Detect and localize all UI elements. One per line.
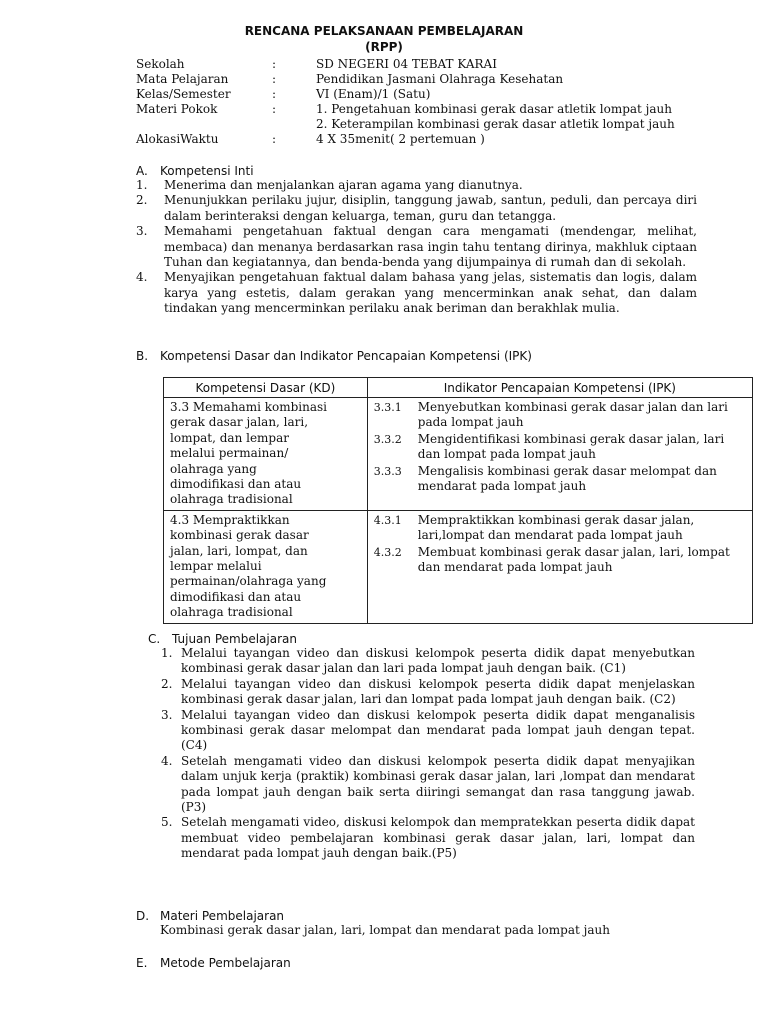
ipk-item: 4.3.1 Mempraktikkan kombinasi gerak dasar jalan, lari,lompat dan mendarat pada lompat jauh (373, 512, 695, 543)
info-label: Materi Pokok (136, 102, 218, 116)
section-c-heading (148, 631, 297, 647)
info-row-materi-2 (136, 116, 756, 132)
info-row-kelas (136, 86, 756, 102)
list-item: 3. Melalui tayangan video dan diskusi kelompok peserta didik dapat menganalisis kombinasi gerak dasar melompat dan mendarat pada lompat jauh dengan tepat. (C4) (161, 707, 695, 753)
list-item: 4. Menyajikan pengetahuan faktual dalam bahasa yang jelas, sistematis dan logis, dalam karya yang estetis, dalam gerakan yang mencerminkan anak sehat, dan dalam tindakan yang mencerminkan perilaku anak beriman dan berakhlak mulia. (136, 270, 697, 316)
section-letter: D. (136, 909, 150, 923)
list-item: 1. Melalui tayangan video dan diskusi kelompok peserta didik dapat menyebutkan kombinasi gerak dasar jalan dan lari pada lompat jauh dengan baik. (C1) (161, 646, 695, 676)
list-item: 2. Menunjukkan perilaku jujur, disiplin, tanggung jawab, santun, peduli, dan percaya diri dalam berinteraksi dengan keluarga, teman, guru dan tetangga. (136, 193, 697, 223)
document-subtitle: (RPP) (365, 40, 403, 54)
ipk-item: 3.3.1 Menyebutkan kombinasi gerak dasar jalan dan lari pada lompat jauh (373, 400, 728, 430)
section-title: Metode Pembelajaran (160, 956, 291, 970)
ipk-item: 3.3.2 Mengidentifikasi kombinasi gerak dasar jalan, lari dan lompat pada lompat jauh (373, 431, 725, 462)
info-sep: : (272, 102, 277, 116)
list-item: 2. Melalui tayangan video dan diskusi kelompok peserta didik dapat menjelaskan kombinasi gerak dasar jalan, lari dan lompat pada lompat jauh dengan baik. (C2) (161, 676, 695, 707)
info-value: 2. Keterampilan kombinasi gerak dasar atletik lompat jauh (316, 117, 675, 131)
info-sep: : (272, 87, 277, 101)
list-item: 5. Setelah mengamati video, diskusi kelompok dan mempratekkan peserta didik dapat membuat video pembelajaran kombinasi gerak dasar jalan, lari, lompat dan mendarat pada lompat jauh dengan baik.(P5) (161, 815, 695, 861)
info-value: SD NEGERI 04 TEBAT KARAI (316, 57, 497, 71)
info-sep: : (272, 57, 277, 71)
info-row-alokasi (136, 131, 756, 147)
section-letter: B. (136, 349, 149, 363)
info-label: Sekolah (136, 57, 185, 71)
section-b-heading (136, 348, 532, 364)
ipk-cell (367, 510, 752, 623)
info-value: Pendidikan Jasmani Olahraga Kesehatan (316, 72, 564, 86)
info-label: Mata Pelajaran (136, 72, 229, 86)
tujuan-list (161, 646, 695, 862)
section-letter: A. (136, 164, 148, 178)
section-letter: C. (148, 632, 161, 646)
info-sep: : (272, 132, 277, 146)
table-row (164, 510, 753, 623)
info-row-mapel (136, 71, 756, 87)
section-title: Kompetensi Inti (160, 164, 254, 178)
section-title: Tujuan Pembelajaran (172, 632, 297, 646)
section-d-heading (136, 908, 284, 924)
list-item: 3. Memahami pengetahuan faktual dengan cara mengamati (mendengar, melihat, membaca) dan menanya berdasarkan rasa ingin tahu tentang dirinya, makhluk ciptaan Tuhan dan kegiatannya, dan benda-benda yang dijumpainya di rumah dan di sekolah. (136, 224, 697, 270)
info-label: AlokasiWaktu (136, 132, 219, 146)
ipk-item: 4.3.2 Membuat kombinasi gerak dasar jalan, lari, lompat dan mendarat pada lompat jauh (373, 544, 730, 575)
section-title: Materi Pembelajaran (160, 909, 285, 923)
list-item: 4. Setelah mengamati video dan diskusi kelompok peserta didik dapat menyajikan dalam unjuk kerja (praktik) kombinasi gerak dasar jalan, lari ,lompat dan mendarat pada lompat jauh dengan baik serta diiringi semangat dan rasa tanggung jawab.(P3) (161, 753, 695, 815)
table-row (164, 398, 753, 511)
section-a-heading (136, 163, 254, 179)
list-item: 1. Menerima dan menjalankan ajaran agama yang dianutnya. (136, 178, 523, 192)
kd-cell: 4.3 Mempraktikkan kombinasi gerak dasar jalan, lari, lompat, dan lempar melalui permainan/olahraga yang dimodifikasi dan atau olahraga tradisional (164, 510, 368, 623)
info-row-materi (136, 101, 756, 117)
kd-ipk-table (163, 377, 753, 624)
table-header-ipk: Indikator Pencapaian Kompetensi (IPK) (367, 378, 752, 398)
section-letter: E. (136, 956, 148, 970)
document-title: RENCANA PELAKSANAAN PEMBELAJARAN (244, 24, 524, 38)
info-sep: : (272, 72, 277, 86)
kompetensi-inti-list (136, 178, 697, 317)
materi-text: Kombinasi gerak dasar jalan, lari, lompat dan mendarat pada lompat jauh (160, 923, 610, 937)
table-header-kd: Kompetensi Dasar (KD) (164, 378, 368, 398)
info-row-sekolah (136, 56, 756, 72)
info-label: Kelas/Semester (136, 87, 231, 101)
ipk-cell (367, 398, 752, 511)
info-value: 4 X 35menit( 2 pertemuan ) (316, 132, 485, 146)
ipk-item: 3.3.3 Mengalisis kombinasi gerak dasar melompat dan mendarat pada lompat jauh (373, 463, 717, 494)
section-e-heading (136, 955, 291, 971)
info-value: 1. Pengetahuan kombinasi gerak dasar atletik lompat jauh (316, 102, 672, 116)
section-title: Kompetensi Dasar dan Indikator Pencapaian Kompetensi (IPK) (160, 349, 532, 363)
kd-cell: 3.3 Memahami kombinasi gerak dasar jalan, lari, lompat, dan lempar melalui permainan/ olahraga yang dimodifikasi dan atau olahraga tradisional (164, 398, 368, 511)
table-header-row (164, 378, 753, 398)
info-value: VI (Enam)/1 (Satu) (316, 87, 431, 101)
